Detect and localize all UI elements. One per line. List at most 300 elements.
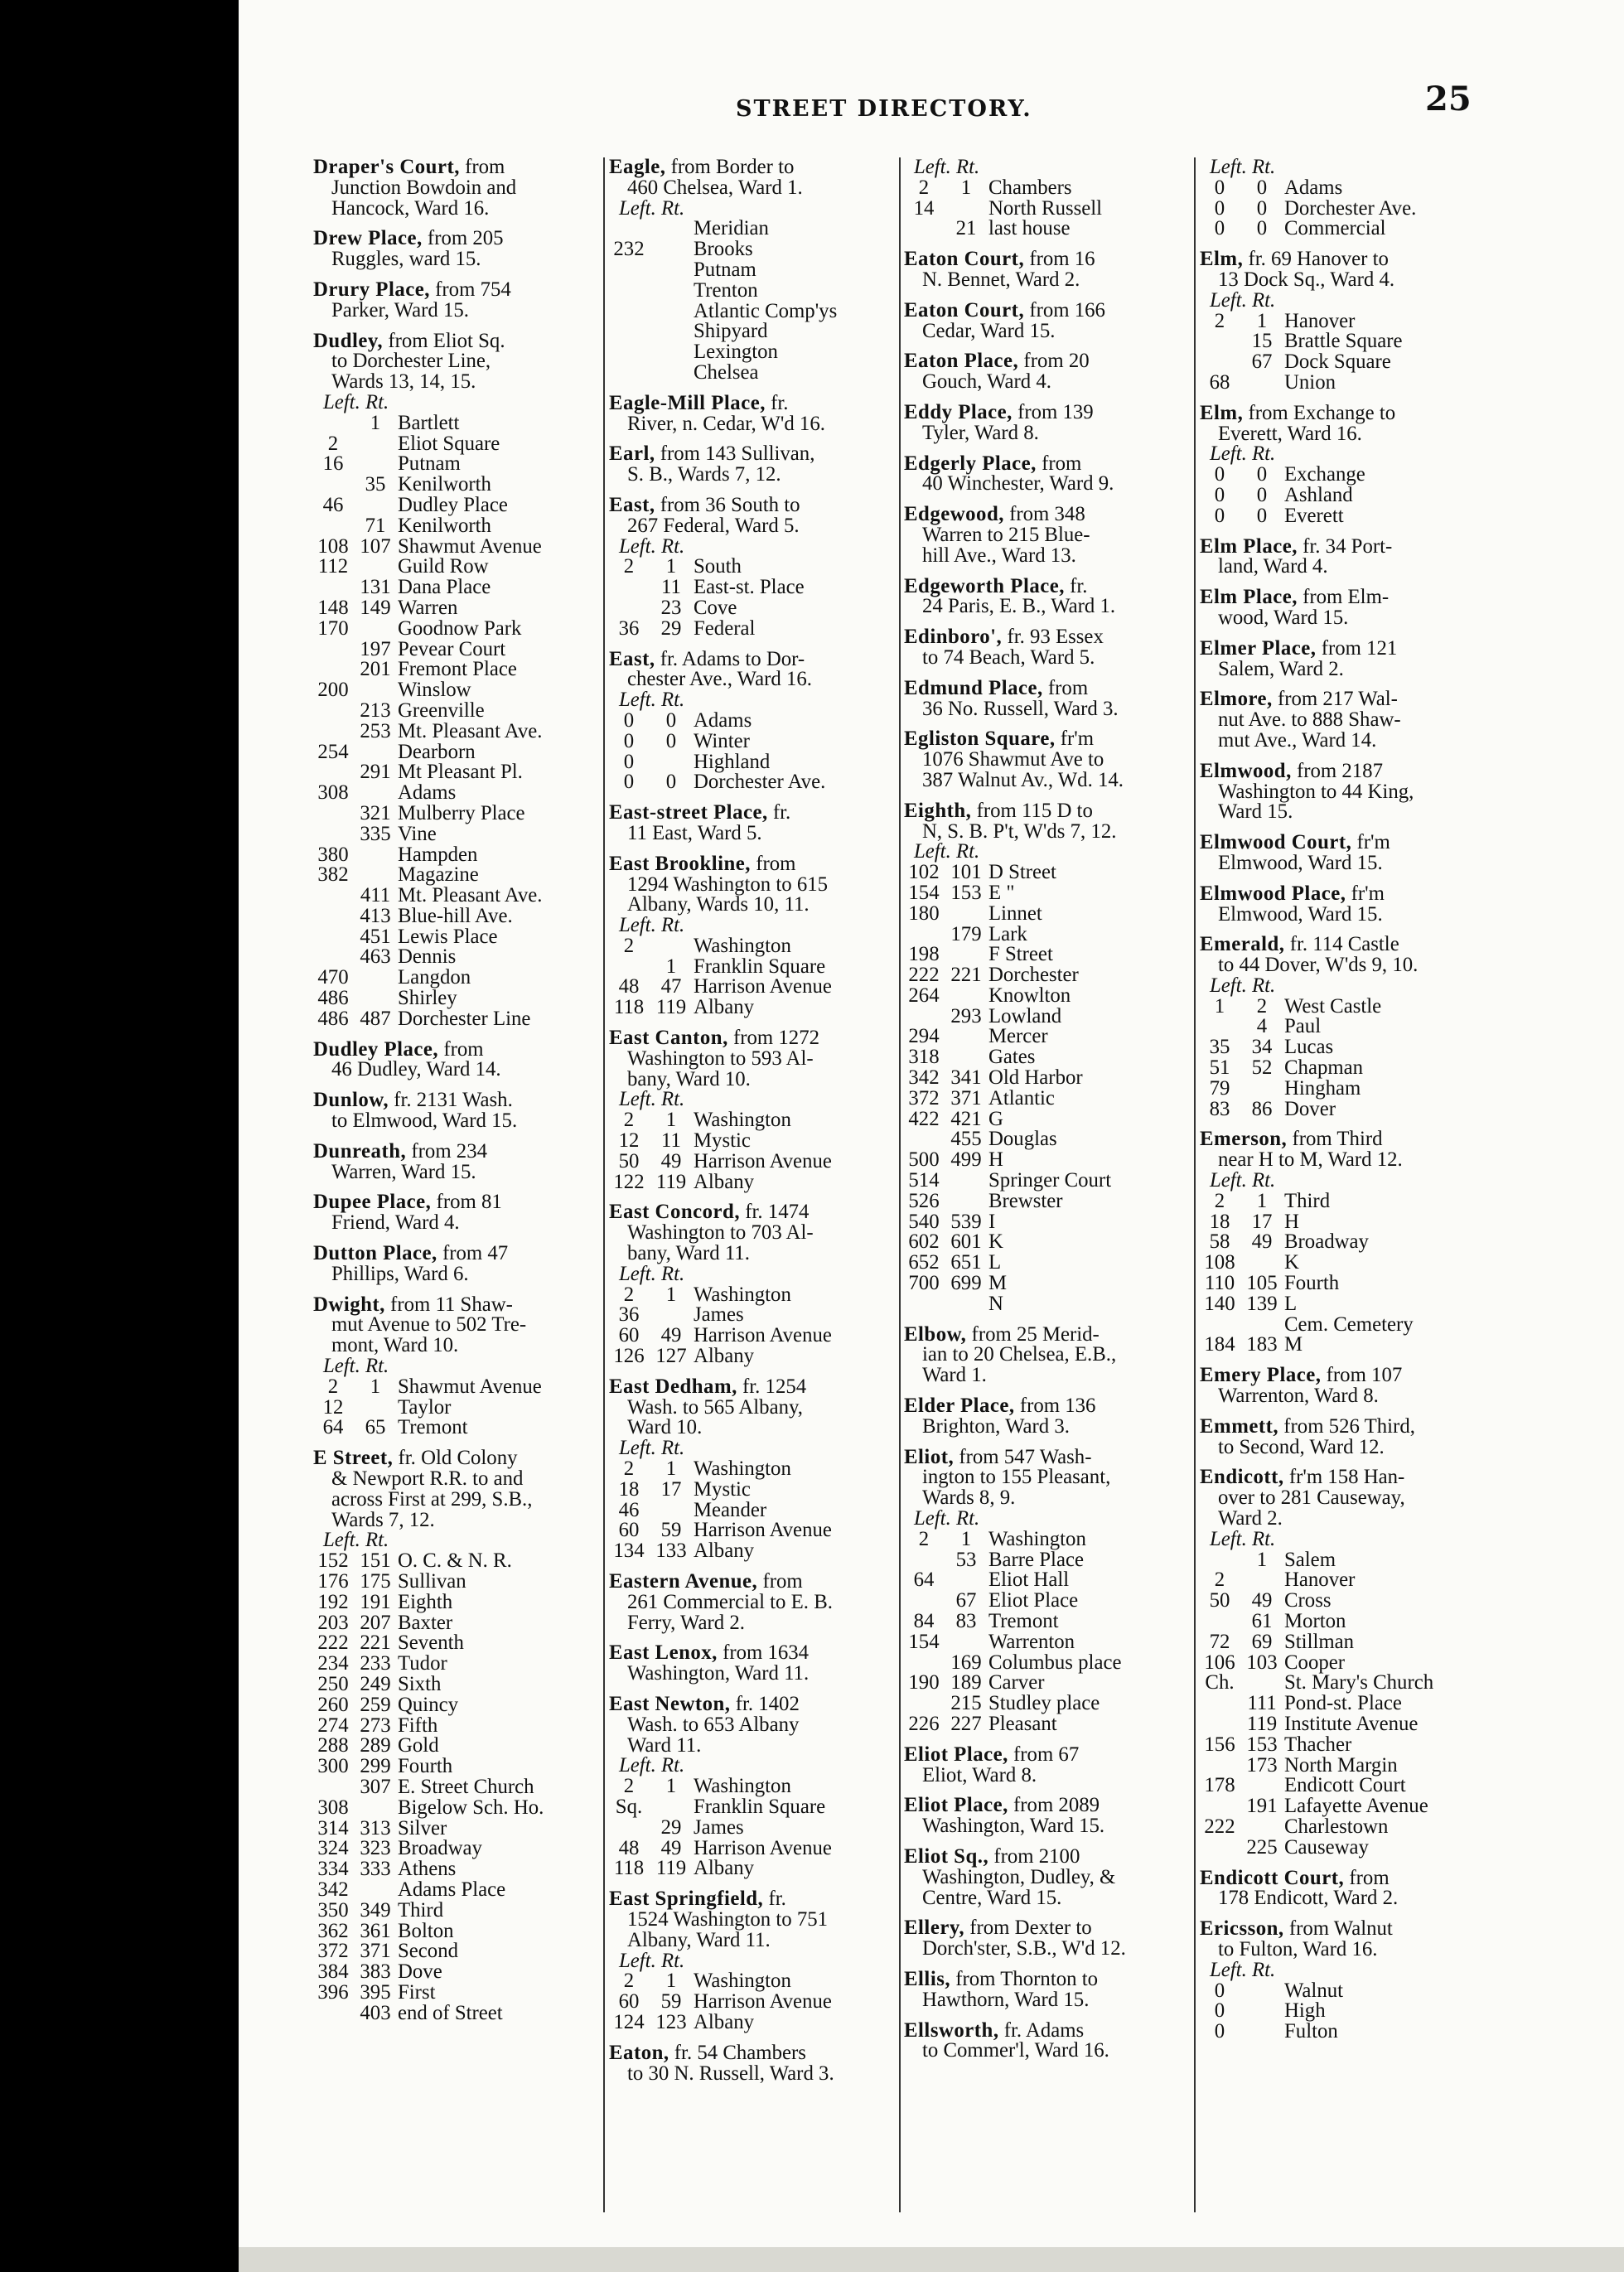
- left-number: [904, 1294, 944, 1315]
- cross-street-name: Columbus place: [988, 1651, 1122, 1674]
- cross-street-row: [904, 1253, 1186, 1274]
- right-number: [944, 904, 988, 925]
- cross-street-row: [313, 1777, 595, 1798]
- right-number: 197: [360, 637, 391, 660]
- street-entry-heading: [313, 1244, 595, 1264]
- cross-street-name: Shipyard: [694, 320, 768, 343]
- street-description: 11 East, Ward 5.: [627, 821, 762, 844]
- cross-street-name: North Russell: [988, 196, 1103, 220]
- left-number: 112: [317, 555, 349, 578]
- street-description: 36 No. Russell, Ward 3.: [922, 697, 1119, 720]
- left-number: Sq.: [615, 1795, 643, 1818]
- street-name: Edmund Place,: [904, 676, 1043, 699]
- cross-street-name: Chambers: [988, 176, 1072, 199]
- street-description: from 234: [406, 1139, 487, 1163]
- column-divider: [603, 157, 605, 2212]
- left-right-label: Left. Rt.: [619, 1262, 685, 1285]
- left-number: 122: [613, 1170, 645, 1193]
- street-description: Albany, Ward 11.: [627, 1928, 771, 1951]
- cross-street-row: [1200, 1694, 1481, 1714]
- street-entry-heading: [1200, 534, 1481, 558]
- right-number: 651: [950, 1251, 982, 1274]
- cross-street-row: [609, 1520, 891, 1541]
- cross-street-name: Bigelow Sch. Ho.: [398, 1796, 544, 1819]
- street-name: Emery Place,: [1200, 1364, 1322, 1387]
- street-name: Drew Place,: [313, 227, 423, 250]
- right-number: [649, 1797, 694, 1818]
- left-number: 0: [1214, 504, 1225, 527]
- cross-street-row: [1200, 1591, 1481, 1612]
- left-number: 50: [618, 1149, 640, 1172]
- left-number: [313, 824, 353, 845]
- cross-street-name: Albany: [694, 1345, 754, 1368]
- street-description: from 107: [1321, 1364, 1403, 1387]
- cross-street-row: [313, 1695, 595, 1716]
- right-number: 421: [950, 1107, 982, 1130]
- cross-street-name: Salem: [1284, 1548, 1336, 1571]
- cross-street-name: Bartlett: [398, 411, 460, 434]
- cross-street-name: Everett: [1284, 504, 1344, 527]
- street-entry: [904, 249, 1186, 291]
- cross-street-name: Dennis: [398, 945, 457, 969]
- street-entry-heading: [904, 505, 1186, 525]
- street-entry-heading: [1200, 1366, 1481, 1386]
- right-number: 34: [1251, 1036, 1273, 1059]
- street-description: hill Ave., Ward 13.: [922, 544, 1076, 567]
- cross-street-name: Albany: [694, 1170, 754, 1193]
- cross-street-name: Shawmut Avenue: [398, 1375, 542, 1398]
- cross-street-name: Sullivan: [398, 1570, 466, 1593]
- street-description: over to 281 Causeway,: [1218, 1486, 1405, 1510]
- right-number: 153: [1246, 1733, 1278, 1756]
- left-number: 2: [623, 1775, 635, 1798]
- left-number: [904, 1129, 944, 1150]
- street-description: 178 Endicott, Ward 2.: [1218, 1887, 1399, 1910]
- street-entry: [904, 400, 1186, 444]
- cross-street-name: South: [694, 555, 742, 578]
- cross-street-name: Commercial: [1284, 217, 1386, 240]
- cross-street-name: Chelsea: [694, 360, 759, 384]
- cross-street-name: Knowlton: [988, 984, 1071, 1007]
- left-number: 380: [317, 843, 349, 866]
- right-number: 0: [1256, 176, 1268, 199]
- left-number: 60: [618, 1324, 640, 1347]
- street-name: Dwight,: [313, 1293, 385, 1316]
- cross-street-row: [1200, 2001, 1481, 2022]
- street-name: Eaton Place,: [904, 350, 1019, 373]
- left-number: 2: [327, 1375, 339, 1398]
- cross-street-name: Winslow: [398, 679, 471, 702]
- left-number: [313, 927, 353, 948]
- left-number: 110: [1204, 1272, 1235, 1295]
- left-number: 0: [1214, 1999, 1225, 2023]
- street-entry-heading: [313, 331, 595, 352]
- cross-street-name: Cross: [1284, 1589, 1332, 1612]
- cross-street-name: Cooper: [1284, 1651, 1345, 1674]
- street-description: wood, Ward 15.: [1218, 606, 1349, 629]
- street-entry-heading: [1200, 401, 1481, 424]
- right-number: 49: [1251, 1589, 1273, 1612]
- street-entry-heading: [904, 801, 1186, 822]
- street-description: fr. 1402: [730, 1692, 800, 1715]
- street-name: Edgewood,: [904, 503, 1004, 526]
- cross-street-name: Dover: [1284, 1097, 1336, 1120]
- right-number: 29: [660, 616, 682, 640]
- street-description: from 1272: [727, 1027, 819, 1050]
- street-entry-heading: [313, 280, 595, 301]
- left-number: 254: [317, 740, 349, 763]
- street-description: ington to 155 Pleasant,: [922, 1466, 1111, 1489]
- right-number: 119: [1246, 1712, 1278, 1735]
- street-description: 46 Dudley, Ward 14.: [331, 1058, 501, 1081]
- cross-street-name: Hanover: [1284, 1569, 1356, 1592]
- street-name: Drury Place,: [313, 278, 430, 301]
- cross-street-row: [313, 1859, 595, 1880]
- cross-street-row: [313, 927, 595, 948]
- street-entry-heading: [313, 229, 595, 249]
- street-entry: [1200, 636, 1481, 680]
- cross-street-row: [313, 845, 595, 866]
- cross-street-name: Studley place: [988, 1692, 1100, 1715]
- cross-street-name: Fulton: [1284, 2020, 1338, 2043]
- street-description: from 166: [1024, 298, 1105, 321]
- street-description: Albany, Wards 10, 11.: [627, 893, 810, 916]
- right-number: 455: [950, 1128, 982, 1151]
- left-number: 118: [613, 996, 645, 1019]
- street-entry-heading: [609, 391, 891, 414]
- left-number: 500: [908, 1148, 940, 1172]
- cross-street-name: Third: [398, 1898, 444, 1922]
- street-entry-heading: [904, 574, 1186, 597]
- right-number: 1: [665, 1970, 677, 1993]
- left-number: 274: [317, 1714, 349, 1737]
- street-entry: [904, 298, 1186, 342]
- left-right-label: Left. Rt.: [619, 914, 685, 937]
- left-number: 198: [908, 943, 940, 966]
- cross-street-row: [904, 1527, 1186, 1550]
- street-description: from 348: [1003, 503, 1085, 526]
- cross-street-name: Greenville: [398, 699, 485, 722]
- street-name: Eaton,: [609, 2041, 669, 2064]
- street-description: Ward 1.: [922, 1364, 987, 1387]
- street-entry: [1200, 587, 1481, 629]
- street-description: 261 Commercial to E. B.: [627, 1590, 833, 1613]
- right-number: 487: [360, 1007, 391, 1030]
- street-entry-heading: [609, 854, 891, 875]
- street-name: Elm,: [1200, 248, 1244, 271]
- right-number: [1240, 1253, 1284, 1274]
- cross-street-name: Eliot Place: [988, 1589, 1079, 1612]
- street-description: from 2187: [1291, 759, 1383, 782]
- cross-street-name: Charlestown: [1284, 1815, 1389, 1838]
- left-number: [609, 342, 649, 363]
- cross-street-row: [609, 752, 891, 773]
- left-number: 362: [317, 1919, 349, 1942]
- left-number: 12: [618, 1129, 640, 1153]
- left-number: 64: [322, 1416, 344, 1439]
- street-description: 1076 Shawmut Ave to: [922, 748, 1104, 771]
- cross-street-row: [609, 578, 891, 598]
- cross-street-name: Washington: [694, 1775, 791, 1798]
- cross-street-row: [1200, 1037, 1481, 1058]
- street-description: from 121: [1316, 636, 1398, 660]
- cross-street-name: Harrison Avenue: [694, 1324, 832, 1347]
- right-number: 1: [960, 1527, 972, 1550]
- street-description: Ward 2.: [1218, 1507, 1283, 1530]
- street-entry: [1200, 833, 1481, 874]
- left-number: 180: [908, 902, 940, 925]
- cross-street-name: Atlantic: [988, 1086, 1055, 1109]
- street-entry: [1200, 534, 1481, 578]
- column-divider: [899, 157, 901, 2212]
- cross-street-name: Pevear Court: [398, 637, 506, 660]
- street-description: from: [459, 157, 505, 178]
- right-number: 153: [950, 881, 982, 904]
- right-number: 49: [660, 1324, 682, 1347]
- right-number: 127: [655, 1345, 687, 1368]
- street-name: East Springfield,: [609, 1888, 764, 1911]
- left-number: 324: [317, 1837, 349, 1860]
- cross-street-name: N: [988, 1292, 1003, 1315]
- street-entry: [904, 1745, 1186, 1786]
- right-number: [353, 783, 398, 804]
- cross-street-name: First: [398, 1980, 436, 2004]
- cross-street-row: [313, 742, 595, 763]
- cross-street-name: Dorchester Line: [398, 1007, 531, 1030]
- cross-street-name: Third: [1284, 1189, 1331, 1212]
- cross-street-row: [904, 196, 1186, 220]
- right-number: [353, 454, 398, 475]
- right-number: 291: [360, 761, 391, 784]
- cross-street-name: James: [694, 1815, 744, 1839]
- street-entry-heading: [904, 249, 1186, 270]
- street-entry: [1200, 1919, 1481, 2042]
- street-description: Washington to 703 Al-: [627, 1221, 814, 1245]
- left-number: 422: [908, 1107, 940, 1130]
- street-name: Edinboro',: [904, 626, 1003, 649]
- cross-street-name: Brewster: [988, 1189, 1063, 1212]
- street-entry: [609, 1572, 891, 1633]
- cross-street-row: [1200, 1632, 1481, 1653]
- street-entry: [609, 1028, 891, 1192]
- right-number: 215: [950, 1692, 982, 1715]
- cross-street-name: L: [988, 1251, 1002, 1274]
- street-entry-heading: [313, 1448, 595, 1469]
- right-number: [944, 1294, 988, 1315]
- cross-street-row: [1200, 1796, 1481, 1817]
- left-number: [313, 701, 353, 722]
- right-number: [1240, 1981, 1284, 2002]
- left-number: [609, 363, 649, 384]
- left-number: 288: [317, 1734, 349, 1757]
- street-entry-heading: [609, 647, 891, 670]
- left-number: [1200, 352, 1240, 373]
- left-number: 46: [322, 493, 344, 516]
- right-number: 15: [1251, 330, 1273, 353]
- street-entry-heading: [1200, 884, 1481, 905]
- street-description: mut Avenue to 502 Tre-: [331, 1313, 527, 1337]
- left-number: [609, 1818, 649, 1839]
- left-right-label: Left. Rt.: [619, 689, 685, 712]
- left-right-label: Left. Rt.: [323, 390, 389, 413]
- street-description: Ruggles, ward 15.: [331, 248, 481, 271]
- street-entry-heading: [313, 1139, 595, 1163]
- left-number: 106: [1204, 1651, 1235, 1674]
- cross-street-row: [1200, 1817, 1481, 1838]
- left-right-label: Left. Rt.: [1210, 288, 1276, 312]
- cross-street-row: [1200, 178, 1481, 199]
- cross-street-name: Harrison Avenue: [694, 1519, 832, 1542]
- cross-street-name: St. Mary's Church: [1284, 1671, 1434, 1694]
- cross-street-name: Blue-hill Ave.: [398, 904, 513, 927]
- left-number: 540: [908, 1210, 940, 1233]
- street-description: N, S. B. P't, W'ds 7, 12.: [922, 819, 1117, 843]
- right-number: 395: [360, 1980, 391, 2004]
- cross-street-row: [313, 434, 595, 455]
- cross-street-row: [313, 1395, 595, 1419]
- cross-street-name: Harrison Avenue: [694, 1990, 832, 2013]
- right-number: 323: [360, 1837, 391, 1860]
- right-number: [944, 986, 988, 1007]
- street-description: fr'm 158 Han-: [1283, 1466, 1405, 1489]
- street-entry-heading: [1200, 1414, 1481, 1438]
- street-name: Endicott,: [1200, 1466, 1284, 1489]
- left-number: 232: [613, 238, 645, 261]
- cross-street-row: [904, 1212, 1186, 1233]
- street-entry-heading: [313, 1090, 595, 1111]
- street-description: from 143 Sullivan,: [655, 442, 815, 466]
- cross-street-row: [904, 1068, 1186, 1089]
- right-number: 139: [1246, 1292, 1278, 1315]
- right-number: [649, 936, 694, 957]
- left-number: 154: [908, 1630, 940, 1653]
- right-number: 249: [360, 1672, 391, 1695]
- right-number: 49: [660, 1836, 682, 1859]
- street-description: from 115 D to: [971, 799, 1093, 822]
- right-number: [353, 742, 398, 763]
- street-description: from: [757, 1570, 803, 1593]
- street-entry-heading: [904, 1322, 1186, 1346]
- street-description: Wards 13, 14, 15.: [331, 370, 476, 394]
- cross-street-name: Union: [1284, 370, 1336, 394]
- street-entry-heading: [1200, 833, 1481, 853]
- street-entry: [904, 505, 1186, 566]
- left-number: [904, 1591, 944, 1612]
- cross-street-row: [1200, 1058, 1481, 1079]
- cross-street-row: [313, 1613, 595, 1634]
- left-number: 36: [618, 1303, 640, 1327]
- street-description: from 16: [1024, 248, 1095, 271]
- left-number: 0: [1214, 463, 1225, 486]
- left-number: [313, 906, 353, 927]
- cross-street-row: [609, 321, 891, 342]
- right-number: 1: [665, 1457, 677, 1481]
- street-description: Ward 10.: [627, 1416, 703, 1439]
- left-number: 318: [908, 1046, 940, 1069]
- street-entry-heading: [609, 2043, 891, 2064]
- left-number: [609, 321, 649, 342]
- street-entry-heading: [1200, 249, 1481, 270]
- left-number: 342: [908, 1066, 940, 1090]
- left-number: 178: [1204, 1774, 1235, 1797]
- cross-street-name: Seventh: [398, 1631, 464, 1655]
- street-description: Dorch'ster, S.B., W'd 12.: [922, 1937, 1126, 1960]
- street-entry-heading: [1200, 935, 1481, 955]
- left-number: 294: [908, 1025, 940, 1048]
- left-right-label: Left. Rt.: [619, 1088, 685, 1111]
- street-entry-heading: [1200, 689, 1481, 710]
- cross-street-name: Dorchester Ave.: [1284, 196, 1417, 220]
- right-number: 169: [950, 1651, 982, 1674]
- cross-street-row: [313, 1919, 595, 1942]
- right-number: [944, 945, 988, 965]
- cross-street-name: Washington: [694, 1283, 791, 1306]
- street-name: Draper's Court,: [313, 157, 460, 178]
- street-description: from 136: [1014, 1395, 1096, 1418]
- left-number: Ch.: [1205, 1671, 1235, 1694]
- cross-street-name: E ": [988, 881, 1015, 904]
- left-number: [313, 722, 353, 742]
- street-entry: [1200, 1467, 1481, 1858]
- right-number: 17: [660, 1477, 682, 1501]
- left-number: 382: [317, 863, 349, 887]
- right-number: 29: [660, 1815, 682, 1839]
- street-description: fr. 93 Essex: [1002, 626, 1104, 649]
- cross-street-name: Dorchester Ave.: [694, 771, 826, 794]
- cross-street-name: L: [1284, 1292, 1298, 1315]
- cross-street-name: H: [988, 1148, 1003, 1172]
- street-description: Warren to 215 Blue-: [922, 523, 1090, 546]
- left-number: 0: [1214, 483, 1225, 506]
- street-entry: [609, 2043, 891, 2085]
- cross-street-row: [313, 1757, 595, 1777]
- cross-street-row: [609, 598, 891, 619]
- cross-street-name: Washington: [694, 1457, 791, 1481]
- cross-street-row: [313, 1716, 595, 1737]
- cross-street-row: [904, 1294, 1186, 1315]
- street-description: Cedar, Ward 15.: [922, 319, 1056, 342]
- cross-street-row: [313, 989, 595, 1009]
- street-name: Emmett,: [1200, 1414, 1279, 1438]
- street-entry: [1200, 884, 1481, 926]
- right-number: 47: [660, 975, 682, 998]
- right-number: [353, 434, 398, 455]
- left-number: 2: [623, 934, 635, 957]
- left-number: 2: [623, 1109, 635, 1132]
- street-description: from 81: [431, 1191, 502, 1214]
- cross-street-row: [1200, 1835, 1481, 1859]
- right-number: 1: [665, 1775, 677, 1798]
- left-right-label: Left. Rt.: [914, 840, 980, 863]
- cross-street-row: [1200, 309, 1481, 332]
- street-entry: [904, 2018, 1186, 2062]
- street-description: from 1634: [717, 1641, 810, 1665]
- street-description: from Eliot Sq.: [383, 329, 505, 352]
- right-number: 1: [370, 1375, 381, 1398]
- cross-street-row: [313, 454, 595, 475]
- street-entry: [1200, 249, 1481, 394]
- street-entry: [904, 801, 1186, 1315]
- cross-street-row: [313, 1633, 595, 1654]
- page-bottom-edge: [239, 2247, 1624, 2272]
- street-entry-heading: [904, 1396, 1186, 1417]
- street-entry: [313, 1037, 595, 1081]
- left-number: 134: [613, 1540, 645, 1563]
- left-number: 126: [613, 1345, 645, 1368]
- right-number: [1240, 1570, 1284, 1591]
- street-description: land, Ward 4.: [1218, 555, 1328, 578]
- cross-street-name: Second: [398, 1940, 458, 1963]
